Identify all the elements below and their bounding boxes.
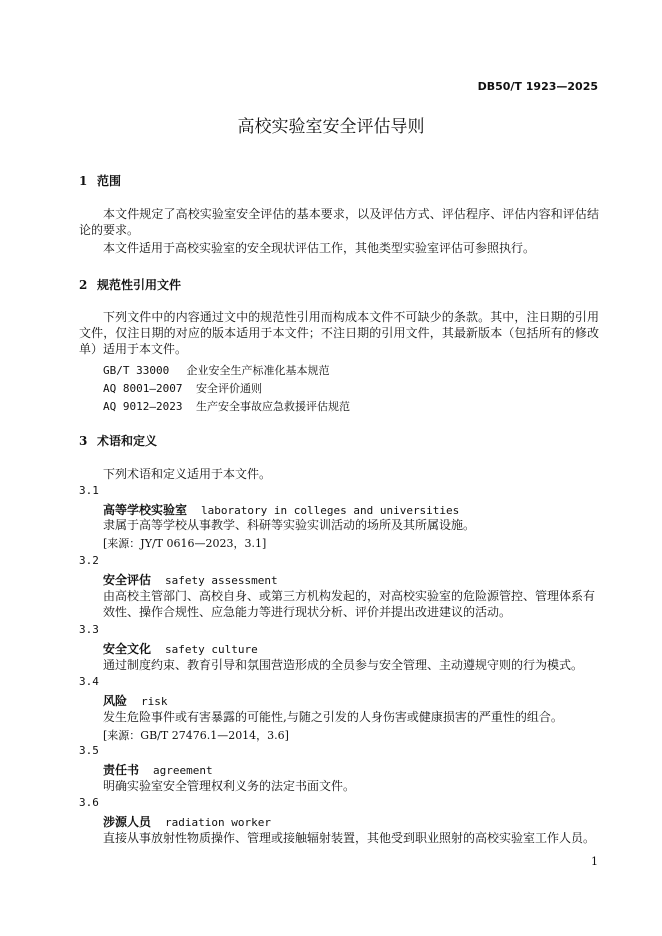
term-number: 3.1	[79, 484, 99, 497]
term-en: safety assessment	[165, 574, 278, 587]
paragraph: 下列文件中的内容通过文中的规范性引用而构成本文件不可缺少的条款。其中，注日期的引用文件，仅注日期的对应的版本适用于本文件；不注日期的引用文件，其最新版本（包括所有的修改单）适用于本文件。	[79, 310, 599, 356]
term-definition: 隶属于高等学校从事教学、科研等实验实训活动的场所及其所属设施。	[103, 518, 476, 532]
reference-code: GB/T 33000	[103, 364, 170, 377]
section-title: 规范性引用文件	[97, 278, 182, 292]
section-heading-normative	[79, 276, 181, 293]
term-zh: 高等学校实验室	[103, 503, 188, 517]
section-heading-terms	[79, 432, 157, 449]
term-en: laboratory in colleges and universities	[201, 504, 460, 517]
term-entry	[103, 571, 278, 588]
term-definition: 发生危险事件或有害暴露的可能性,与随之引发的人身伤害或健康损害的严重性的组合。	[103, 710, 563, 724]
term-number: 3.6	[79, 796, 99, 809]
reference-code: AQ 9012—2023	[103, 400, 183, 413]
document-code: DB50/T 1923—2025	[477, 80, 598, 93]
reference-item	[103, 398, 350, 414]
paragraph: 本文件规定了高校实验室安全评估的基本要求，以及评估方式、评估程序、评估内容和评估结论的要求。	[79, 207, 599, 237]
reference-code: AQ 8001—2007	[103, 382, 183, 395]
term-source: [来源：GB/T 27476.1—2014，3.6]	[103, 729, 289, 742]
section-heading-scope	[79, 172, 121, 189]
section-title: 范围	[97, 174, 122, 188]
page-number: 1	[591, 855, 598, 868]
paragraph: 本文件适用于高校实验室的安全现状评估工作，其他类型实验室评估可参照执行。	[103, 241, 536, 255]
term-entry	[103, 692, 168, 709]
section-number: 2	[79, 278, 88, 292]
term-en: radiation worker	[165, 816, 271, 829]
term-definition: 由高校主管部门、高校自身、或第三方机构发起的，对高校实验室的危险源管控、管理体系有效性、操作合规性、应急能力等进行现状分析、评价并提出改进建议的活动。	[103, 589, 596, 619]
term-zh: 责任书	[103, 763, 140, 777]
term-definition: 通过制度约束、教育引导和氛围营造形成的全员参与安全管理、主动遵规守则的行为模式。	[103, 658, 584, 672]
term-en: agreement	[153, 764, 213, 777]
term-number: 3.4	[79, 675, 99, 688]
section-number: 1	[79, 174, 88, 188]
term-zh: 安全文化	[103, 642, 152, 656]
term-entry	[103, 640, 258, 657]
term-en: safety culture	[165, 643, 258, 656]
term-source: [来源：JY/T 0616—2023，3.1]	[103, 537, 267, 550]
section-title: 术语和定义	[97, 434, 158, 448]
page-title: 高校实验室安全评估导则	[237, 117, 425, 137]
term-en: risk	[141, 695, 168, 708]
term-number: 3.2	[79, 554, 99, 567]
term-entry	[103, 501, 459, 518]
reference-item	[103, 362, 330, 378]
term-zh: 涉源人员	[103, 815, 152, 829]
term-number: 3.5	[79, 744, 99, 757]
section-number: 3	[79, 434, 88, 448]
term-number: 3.3	[79, 623, 99, 636]
term-zh: 安全评估	[103, 573, 152, 587]
reference-title: 安全评价通则	[195, 382, 262, 395]
term-definition: 直接从事放射性物质操作、管理或接触辐射装置，其他受到职业照射的高校实验室工作人员。	[103, 831, 596, 845]
reference-item	[103, 380, 262, 396]
term-entry	[103, 813, 271, 830]
term-zh: 风险	[103, 694, 128, 708]
reference-title: 企业安全生产标准化基本规范	[186, 364, 330, 377]
term-entry	[103, 761, 213, 778]
reference-title: 生产安全事故应急救援评估规范	[195, 400, 350, 413]
paragraph: 下列术语和定义适用于本文件。	[103, 467, 272, 481]
term-definition: 明确实验室安全管理权利义务的法定书面文件。	[103, 779, 356, 793]
